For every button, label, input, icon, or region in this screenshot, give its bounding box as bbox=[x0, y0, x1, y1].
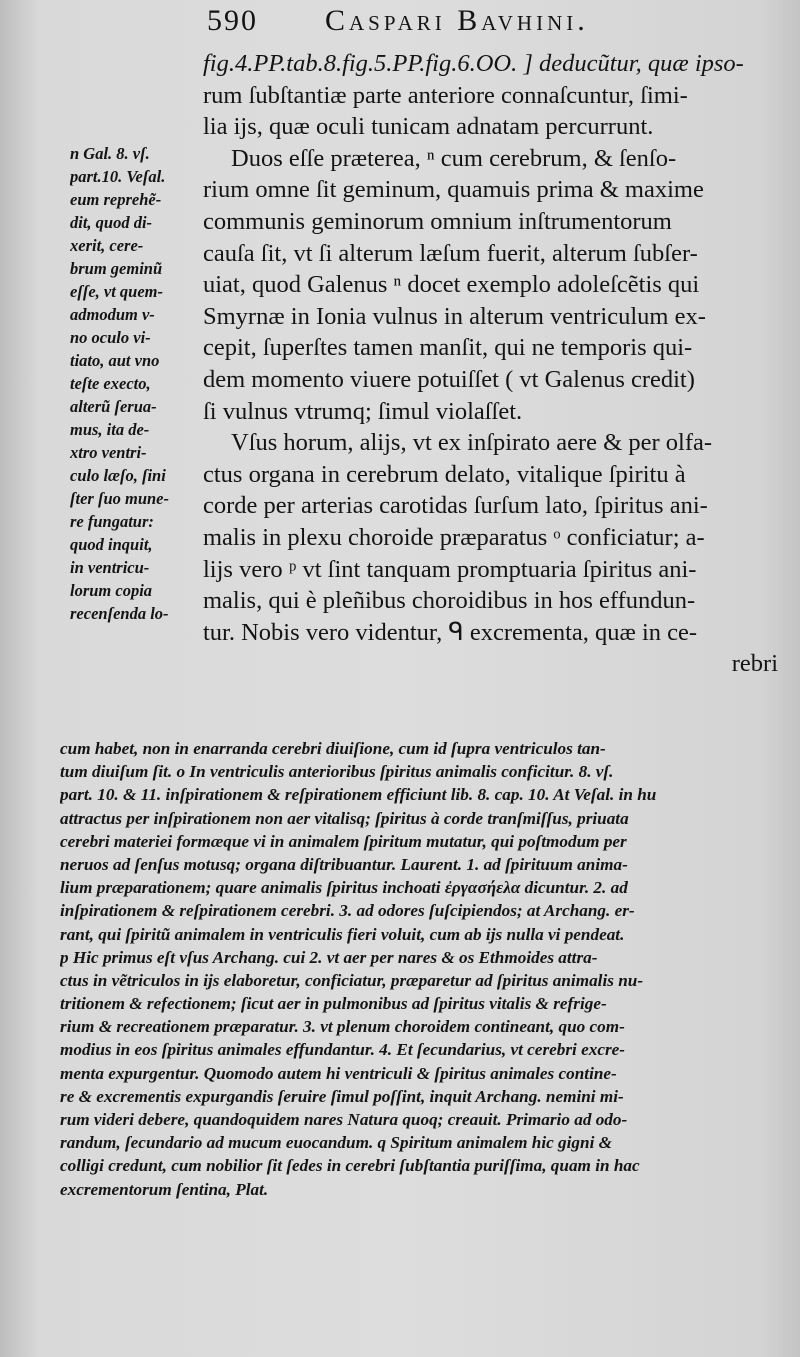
footnote-line: inſpirationem & reſpirationem cerebri. 3. ad odores ſuſcipiendos; at Archang. er- bbox=[60, 901, 635, 921]
margin-line: no oculo vi- bbox=[70, 328, 151, 347]
footnote-line: rium & recreationem præparatur. 3. vt plenum choroidem contineant, quo com- bbox=[60, 1017, 625, 1037]
margin-line: brum geminũ bbox=[70, 259, 163, 278]
footnote-line: p Hic primus eſt vſus Archang. cui 2. vt aer per nares & os Ethmoides attra- bbox=[60, 947, 598, 967]
catchword: rebri bbox=[731, 650, 778, 678]
text-line: corde per arterias carotidas ſurſum lato, ſpiritus ani- bbox=[203, 492, 708, 520]
main-text-block bbox=[203, 48, 778, 680]
footnote-line: ctus in vẽtriculos in ijs elaboretur, conficiatur, præparetur ad ſpiritus animalis nu- bbox=[60, 970, 644, 990]
text-line: dem momento viuere potuiſſet ( vt Galenus credit) bbox=[203, 365, 695, 393]
text-line: lijs vero ᵖ vt ſint tanquam promptuaria ſpiritus ani- bbox=[203, 555, 697, 583]
text-line: Smyrnæ in Ionia vulnus in alterum ventriculum ex- bbox=[203, 302, 706, 330]
margin-line: part.10. Veſal. bbox=[70, 167, 166, 186]
text-line: malis, qui è pleñibus choroidibus in hos effundun- bbox=[203, 587, 696, 615]
margin-line: in ventricu- bbox=[70, 558, 150, 577]
text-line: rium omne ſit geminum, quamuis prima & maxime bbox=[203, 176, 704, 204]
page-number: 590 bbox=[207, 4, 258, 37]
footnote-line: cum habet, non in enarranda cerebri diuiſione, cum id ſupra ventriculos tan- bbox=[60, 739, 606, 758]
footnote-line: tum diuiſum ſit. o In ventriculis anterioribus ſpiritus animalis conficitur. 8. vſ. bbox=[60, 762, 614, 782]
footnote-line: attractus per inſpirationem non aer vitalisq; ſpiritus à corde tranſmiſſus, priuata bbox=[60, 808, 629, 828]
text-line: Vſus horum, alijs, vt ex inſpirato aere & per olfa- bbox=[231, 429, 713, 457]
footnote-line: randum, ſecundario ad mucum euocandum. q Spiritum animalem hic gigni & bbox=[60, 1133, 613, 1153]
margin-line: mus, ita de- bbox=[70, 420, 150, 439]
text-line: cepit, ſuperſtes tamen manſit, qui ne temporis qui- bbox=[203, 334, 693, 362]
footnote-line: cerebri materiei formæque vi in animalem ſpiritum mutatur, qui poſtmodum per bbox=[60, 831, 627, 851]
text-line: uiat, quod Galenus ⁿ docet exemplo adoleſcẽtis qui bbox=[203, 271, 700, 299]
footnote-line: tritionem & refectionem; ſicut aer in pulmonibus ad ſpiritus vitalis & refrige- bbox=[60, 994, 607, 1014]
text-line: ctus organa in cerebrum delato, vitalique ſpiritu à bbox=[203, 460, 686, 488]
footnotes bbox=[60, 737, 775, 1201]
margin-line: xtro ventri- bbox=[70, 443, 147, 462]
margin-line: re fungatur: bbox=[70, 512, 154, 531]
footnote-line: colligi credunt, cum nobilior ſit ſedes in cerebri ſubſtantia puriſſima, quam in hac bbox=[60, 1156, 640, 1176]
margin-line: lorum copia bbox=[70, 581, 153, 600]
margin-line: tiato, aut vno bbox=[70, 351, 160, 370]
margin-line: eſſe, vt quem- bbox=[70, 282, 163, 301]
margin-line: teſte execto, bbox=[70, 374, 151, 393]
margin-line: quod inquit, bbox=[70, 535, 153, 554]
footnote-line: excrementorum ſentina, Plat. bbox=[60, 1179, 269, 1199]
footnote-line: rant, qui ſpiritũ animalem in ventriculis fieri voluit, cum ab ijs nulla vi pendeat. bbox=[60, 924, 625, 944]
margin-line: admodum v- bbox=[70, 305, 155, 324]
page-header bbox=[207, 4, 760, 48]
margin-line: xerit, cere- bbox=[70, 236, 144, 255]
footnote-line: rum videri debere, quandoquidem nares Natura quoq; creauit. Primario ad odo- bbox=[60, 1110, 628, 1129]
footnote-line: neruos ad ſenſus motusq; organa diſtribuantur. Laurent. 1. ad ſpirituum anima- bbox=[60, 854, 628, 874]
margin-line: recenſenda lo- bbox=[70, 604, 169, 623]
footnote-line: re & excrementis expurgandis ſeruire ſimul poſſint, inquit Archang. nemini mi- bbox=[60, 1086, 624, 1106]
text-line: malis in plexu choroide præparatus ᵒ conficiatur; a- bbox=[203, 523, 705, 551]
margin-note bbox=[70, 142, 206, 625]
text-line: cauſa ſit, vt ſi alterum læſum fuerit, alterum ſubſer- bbox=[203, 239, 698, 267]
margin-line: ſter ſuo mune- bbox=[70, 489, 169, 508]
text-line: ſi vulnus vtrumq; ſimul violaſſet. bbox=[203, 397, 523, 425]
text-line: lia ijs, quæ oculi tunicam adnatam percurrunt. bbox=[203, 113, 654, 141]
running-title: Caspari Bavhini. bbox=[325, 4, 589, 37]
text-line: fig.4.PP.tab.8.fig.5.PP.fig.6.OO. ] deducũtur, quæ ipso- bbox=[203, 50, 744, 77]
margin-line: alterũ ſerua- bbox=[70, 397, 157, 416]
margin-line: dit, quod di- bbox=[70, 213, 153, 232]
margin-line: eum reprehẽ- bbox=[70, 190, 162, 209]
text-line: rum ſubſtantiæ parte anteriore connaſcuntur, ſimi- bbox=[203, 81, 688, 109]
text-line: communis geminorum omnium inſtrumentorum bbox=[203, 207, 672, 235]
text-line: tur. Nobis vero videntur, ᑫ excrementa, quæ in ce- bbox=[203, 618, 698, 646]
footnote-line: part. 10. & 11. inſpirationem & reſpirationem efficiunt lib. 8. cap. 10. At Veſal. in hu bbox=[60, 785, 657, 805]
footnote-line: modius in eos ſpiritus animales effundantur. 4. Et ſecundarius, vt cerebri excre- bbox=[60, 1040, 626, 1060]
margin-line: culo læſo, ſini bbox=[70, 466, 166, 485]
footnote-line: lium præparationem; quare animalis ſpiritus inchoati ἐργασήελα dicuntur. 2. ad bbox=[60, 878, 628, 898]
margin-line: n Gal. 8. vſ. bbox=[70, 144, 150, 163]
footnote-line: menta expurgentur. Quomodo autem hi ventriculi & ſpiritus animales contine- bbox=[60, 1063, 617, 1083]
text-line: Duos eſſe præterea, ⁿ cum cerebrum, & ſenſo- bbox=[231, 144, 677, 172]
